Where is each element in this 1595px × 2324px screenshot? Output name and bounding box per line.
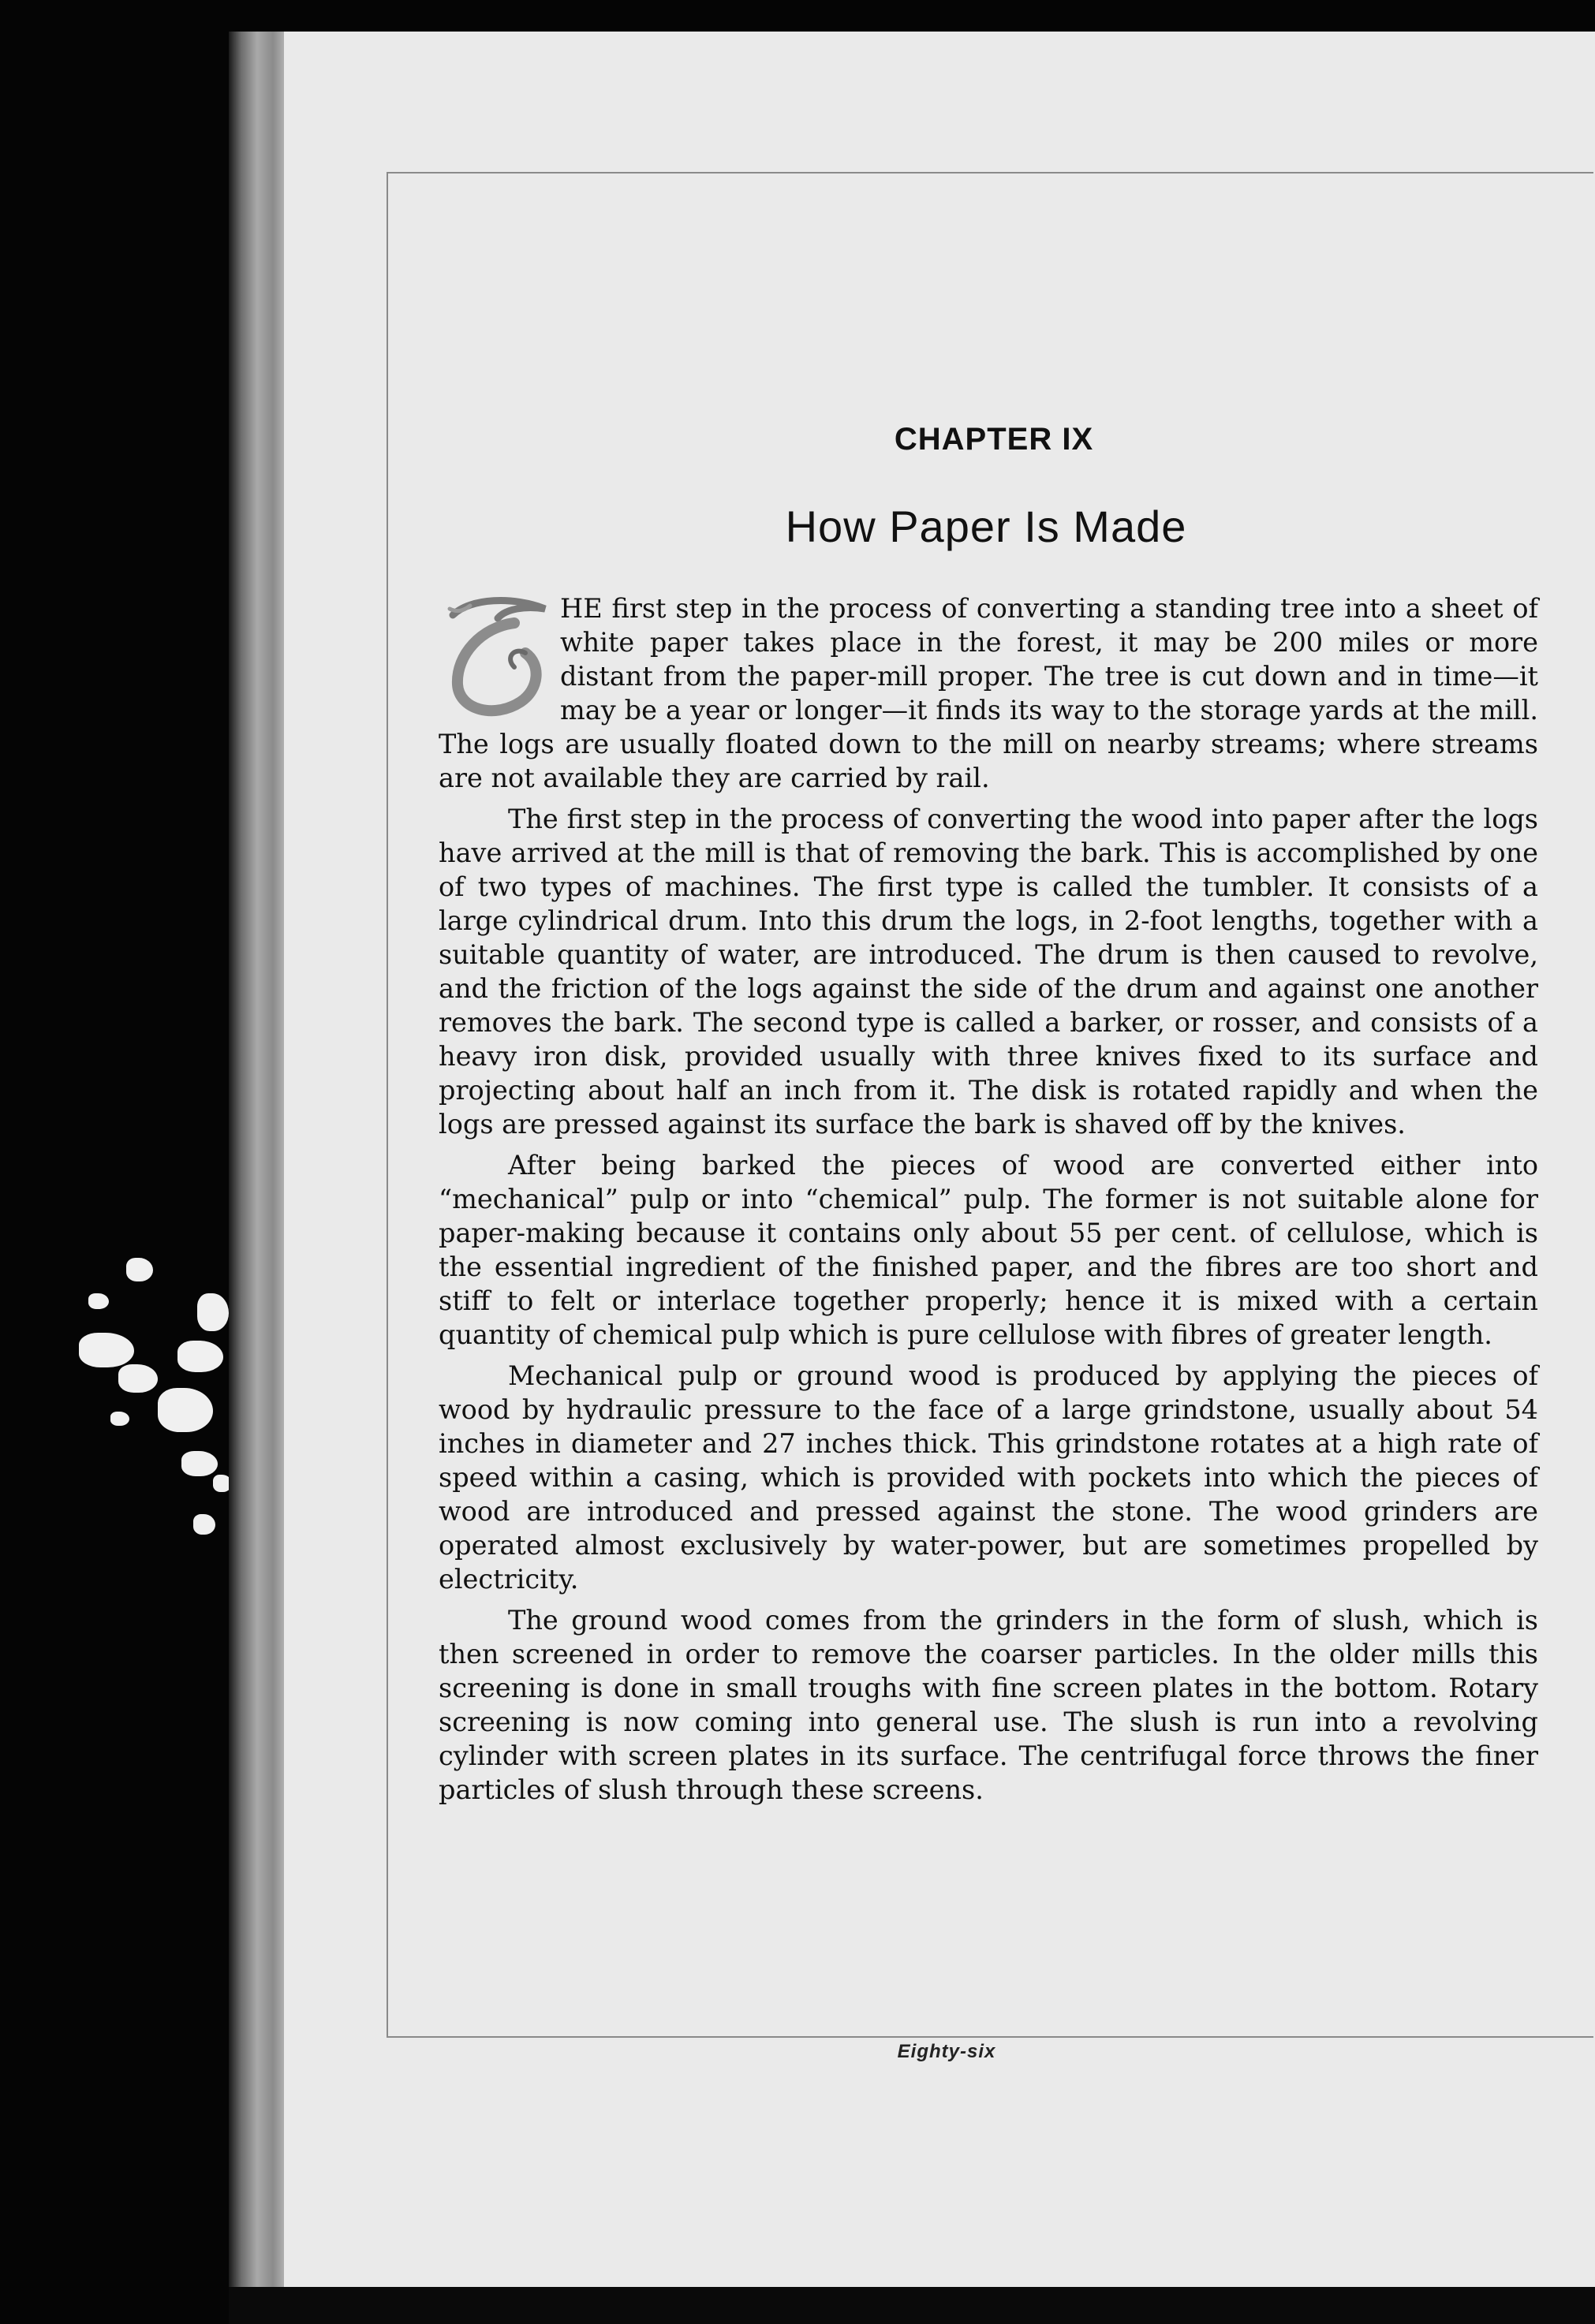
paragraph-1: [439, 591, 1538, 795]
paragraph-2: The first step in the process of converting the wood into paper after the logs have arrived at the mill is that of removing the bark. This is accomplished by one of two types of machines. The first type is called the tumbler. It consists of a large cylindrical drum. Into this drum the logs, in 2-foot lengths, together with a suitable quantity of water, are introduced. The drum is then caused to revolve, and the friction of the logs against the side of the drum and against one another removes the bark. The second type is called a barker, or rosser, and consists of a heavy iron disk, provided usually with three knives fixed to its surface and projecting about half an inch from it. The disk is rotated rapidly and when the logs are pressed against its surface the bark is shaved off by the knives.: [439, 804, 1538, 1140]
scan-speck: [158, 1388, 213, 1432]
page-number: Eighty-six: [897, 2041, 996, 2062]
chapter-body: [439, 591, 1538, 1814]
scan-speck: [110, 1412, 129, 1426]
paragraph-4: Mechanical pulp or ground wood is produced by applying the pieces of wood by hydraulic pressure to the face of a large grindstone, usually about 54 inches in diameter and 27 inches thick. This grindstone rotates at a high rate of speed within a casing, which is provided with pockets into which the pieces of wood are introduced and pressed against the stone. The wood grinders are operated almost exclusively by water-power, but are sometimes propelled by electricity.: [439, 1360, 1538, 1595]
drop-cap-letter-icon: [439, 591, 557, 722]
page-bottom-edge: [229, 2287, 1595, 2324]
scan-speck: [181, 1451, 218, 1476]
scan-speck: [88, 1293, 109, 1309]
scan-speck: [193, 1514, 215, 1535]
paragraph-1-text: HE first step in the process of converting a standing tree into a sheet of white paper takes place in the forest, it may be 200 miles or more distant from the paper-mill proper. The tree is cut down and in time—it may be a year or longer—it finds its way to the storage yards at the mill. The logs are usually floated down to the mill on nearby streams; where streams are not available they are carried by rail.: [439, 593, 1538, 793]
chapter-number: CHAPTER IX: [894, 422, 1094, 457]
paragraph-5: The ground wood comes from the grinders in the form of slush, which is then screened in order to remove the coarser particles. In the older mills this screening is done in small troughs with fine screen plates in the bottom. Rotary screening is now coming into general use. The slush is run into a revolving cylinder with screen plates in its surface. The centrifugal force throws the finer particles of slush through these screens.: [439, 1605, 1538, 1805]
scan-speck: [177, 1341, 223, 1372]
scan-speck: [126, 1258, 153, 1281]
scan-speck: [118, 1364, 158, 1393]
book-gutter: [229, 32, 292, 2318]
drop-cap-ornament: [439, 591, 557, 726]
scan-speck: [79, 1333, 134, 1367]
chapter-title: How Paper Is Made: [785, 502, 1187, 551]
scan-speck: [197, 1293, 229, 1331]
paragraph-3: After being barked the pieces of wood are converted either into “mechanical” pulp or into “chemical” pulp. The former is not suitable alone for paper-making because it contains only about 55 per cent. of cellulose, which is the essential ingredient of the finished paper, and the fibres are too short and stiff to felt or interlace together properly; hence it is mixed with a certain quantity of chemical pulp which is pure cellulose with fibres of greater length.: [439, 1150, 1538, 1350]
